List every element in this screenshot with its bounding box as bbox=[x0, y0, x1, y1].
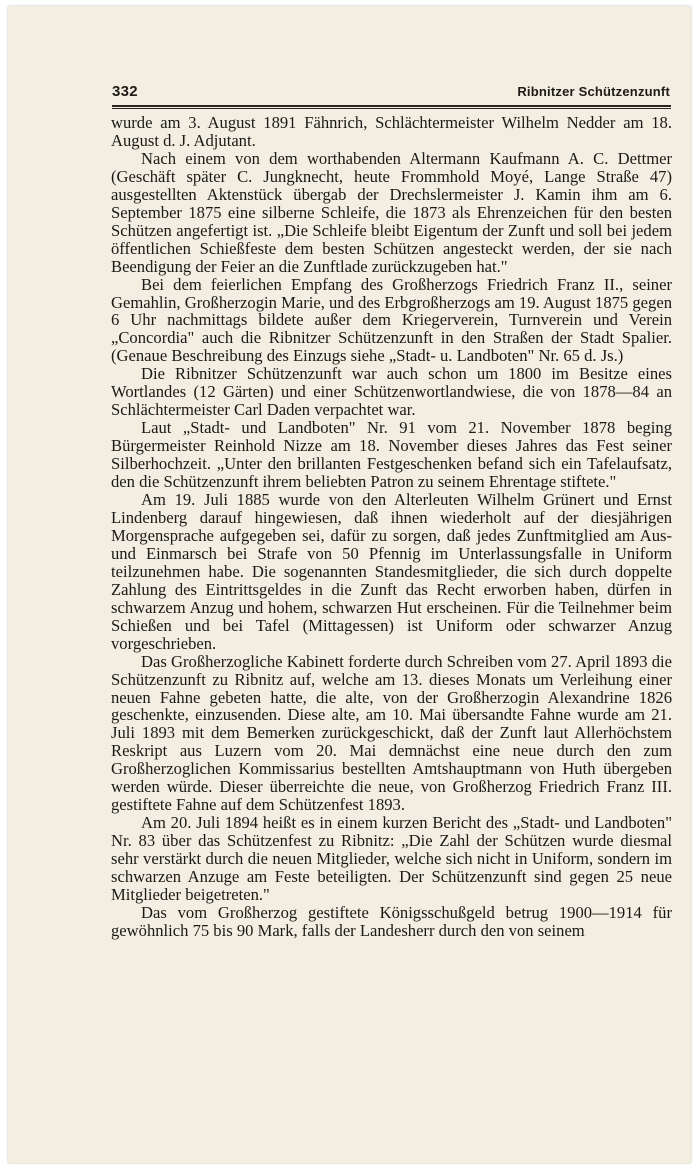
paragraph-4: Die Ribnitzer Schützenzunft war auch schon um 1800 im Besitze eines Wortlandes (12 Gärten) und einer Schützenwortlandwiese, die von 1878—84 an Schlächtermeister Carl Daden verpachtet war. bbox=[111, 364, 672, 420]
paragraph-7: Das Großherzogliche Kabinett forderte durch Schreiben vom 27. April 1893 die Schützenzunft zu Ribnitz auf, welche am 13. dieses Monats um Verleihung einer neuen Fahne gebeten hatte, die alte, von der Großherzogin Alexandrine 1826 geschenkte, einzusenden. Diese alte, am 10. Mai übersandte Fahne wurde am 21. Juli 1893 mit dem Bemerken zurückgeschickt, daß der Zunft laut Allerhöchstem Reskript aus Luzern vom 20. Mai demnächst eine neue durch den zum Großherzoglichen Kommissarius bestellten Amtshauptmann von Huth übergeben werden würde. Dieser überreichte die neue, von Großherzog Friedrich Franz III. gestiftete Fahne auf dem Schützenfest 1893. bbox=[111, 651, 672, 815]
running-head: Ribnitzer Schützenzunft bbox=[517, 84, 670, 99]
page-header bbox=[112, 83, 670, 105]
page-number: 332 bbox=[112, 83, 138, 100]
paragraph-1: wurde am 3. August 1891 Fähnrich, Schlächtermeister Wilhelm Nedder am 18. August d. J. Adjutant. bbox=[111, 113, 672, 150]
paragraph-9: Das vom Großherzog gestiftete Königsschußgeld betrug 1900—1914 für gewöhnlich 75 bis 90 Mark, falls der Landesherr durch den von seinem bbox=[111, 902, 672, 940]
paragraph-6: Am 19. Juli 1885 wurde von den Alterleuten Wilhelm Grünert und Ernst Lindenberg darauf hingewiesen, daß ihnen wiederholt auf der diesjährigen Morgensprache aufgegeben sei, dafür zu sorgen, daß jedes Zunftmitglied am Aus- und Einmarsch bei Strafe von 50 Pfennig im Unterlassungsfalle in Uniform teilzunehmen habe. Die sogenannten Standesmitglieder, die sich durch doppelte Zahlung des Eintrittsgeldes in die Zunft das Recht erworben haben, dürfen in schwarzem Anzug und hohem, schwarzen Hut erscheinen. Für die Teilnehmer beim Schießen und bei Tafel (Mittagessen) ist Uniform oder schwarzer Anzug vorgeschrieben. bbox=[111, 490, 672, 653]
paragraph-2: Nach einem von dem worthabenden Altermann Kaufmann A. C. Dettmer (Geschäft später C. Jungknecht, heute Frommhold Moyé, Lange Straße 47) ausgestellten Aktenstück übergab der Drechslermeister J. Kamin ihm am 6. September 1875 eine silberne Schleife, die 1873 als Ehrenzeichen für den besten Schützen angefertigt ist. „Die Schleife bleibt Eigentum der Zunft und soll bei jedem öffentlichen Schießfeste dem besten Schützen angesteckt werden, der sie nach Beendigung der Feier an die Zunftlade zurückzugeben hat." bbox=[111, 148, 672, 276]
header-rule-thick bbox=[112, 105, 671, 107]
paragraph-8: Am 20. Juli 1894 heißt es in einem kurzen Bericht des „Stadt- und Landboten" Nr. 83 über das Schützenfest zu Ribnitz: „Die Zahl der Schützen wurde diesmal sehr verstärkt durch die neuen Mitglieder, welche sich nicht in Uniform, sondern im schwarzen Anzuge am Feste beteiligten. Der Schützenzunft sind gegen 25 neue Mitglieder beigetreten." bbox=[111, 813, 672, 904]
paragraph-5: Laut „Stadt- und Landboten" Nr. 91 vom 21. November 1878 beging Bürgermeister Reinhold Nizze am 18. November dieses Jahres das Fest seiner Silberhochzeit. „Unter den brillanten Festgeschenken befand sich ein Tafelaufsatz, den die Schützenzunft ihrem beliebten Patron zu seinem Ehrentage stiftete." bbox=[111, 418, 672, 492]
paragraph-3: Bei dem feierlichen Empfang des Großherzogs Friedrich Franz II., seiner Gemahlin, Großherzogin Marie, und des Erbgroßherzogs am 19. August 1875 gegen 6 Uhr nachmittags bildete außer dem Kriegerverein, Turnverein und Verein „Concordia" auch die Ribnitzer Schützenzunft in den Straßen der Stadt Spalier. (Genaue Beschreibung des Einzugs siehe „Stadt- u. Landboten" Nr. 65 d. Js.) bbox=[111, 274, 672, 366]
header-rule-thin bbox=[112, 108, 671, 109]
body-text bbox=[111, 114, 672, 940]
